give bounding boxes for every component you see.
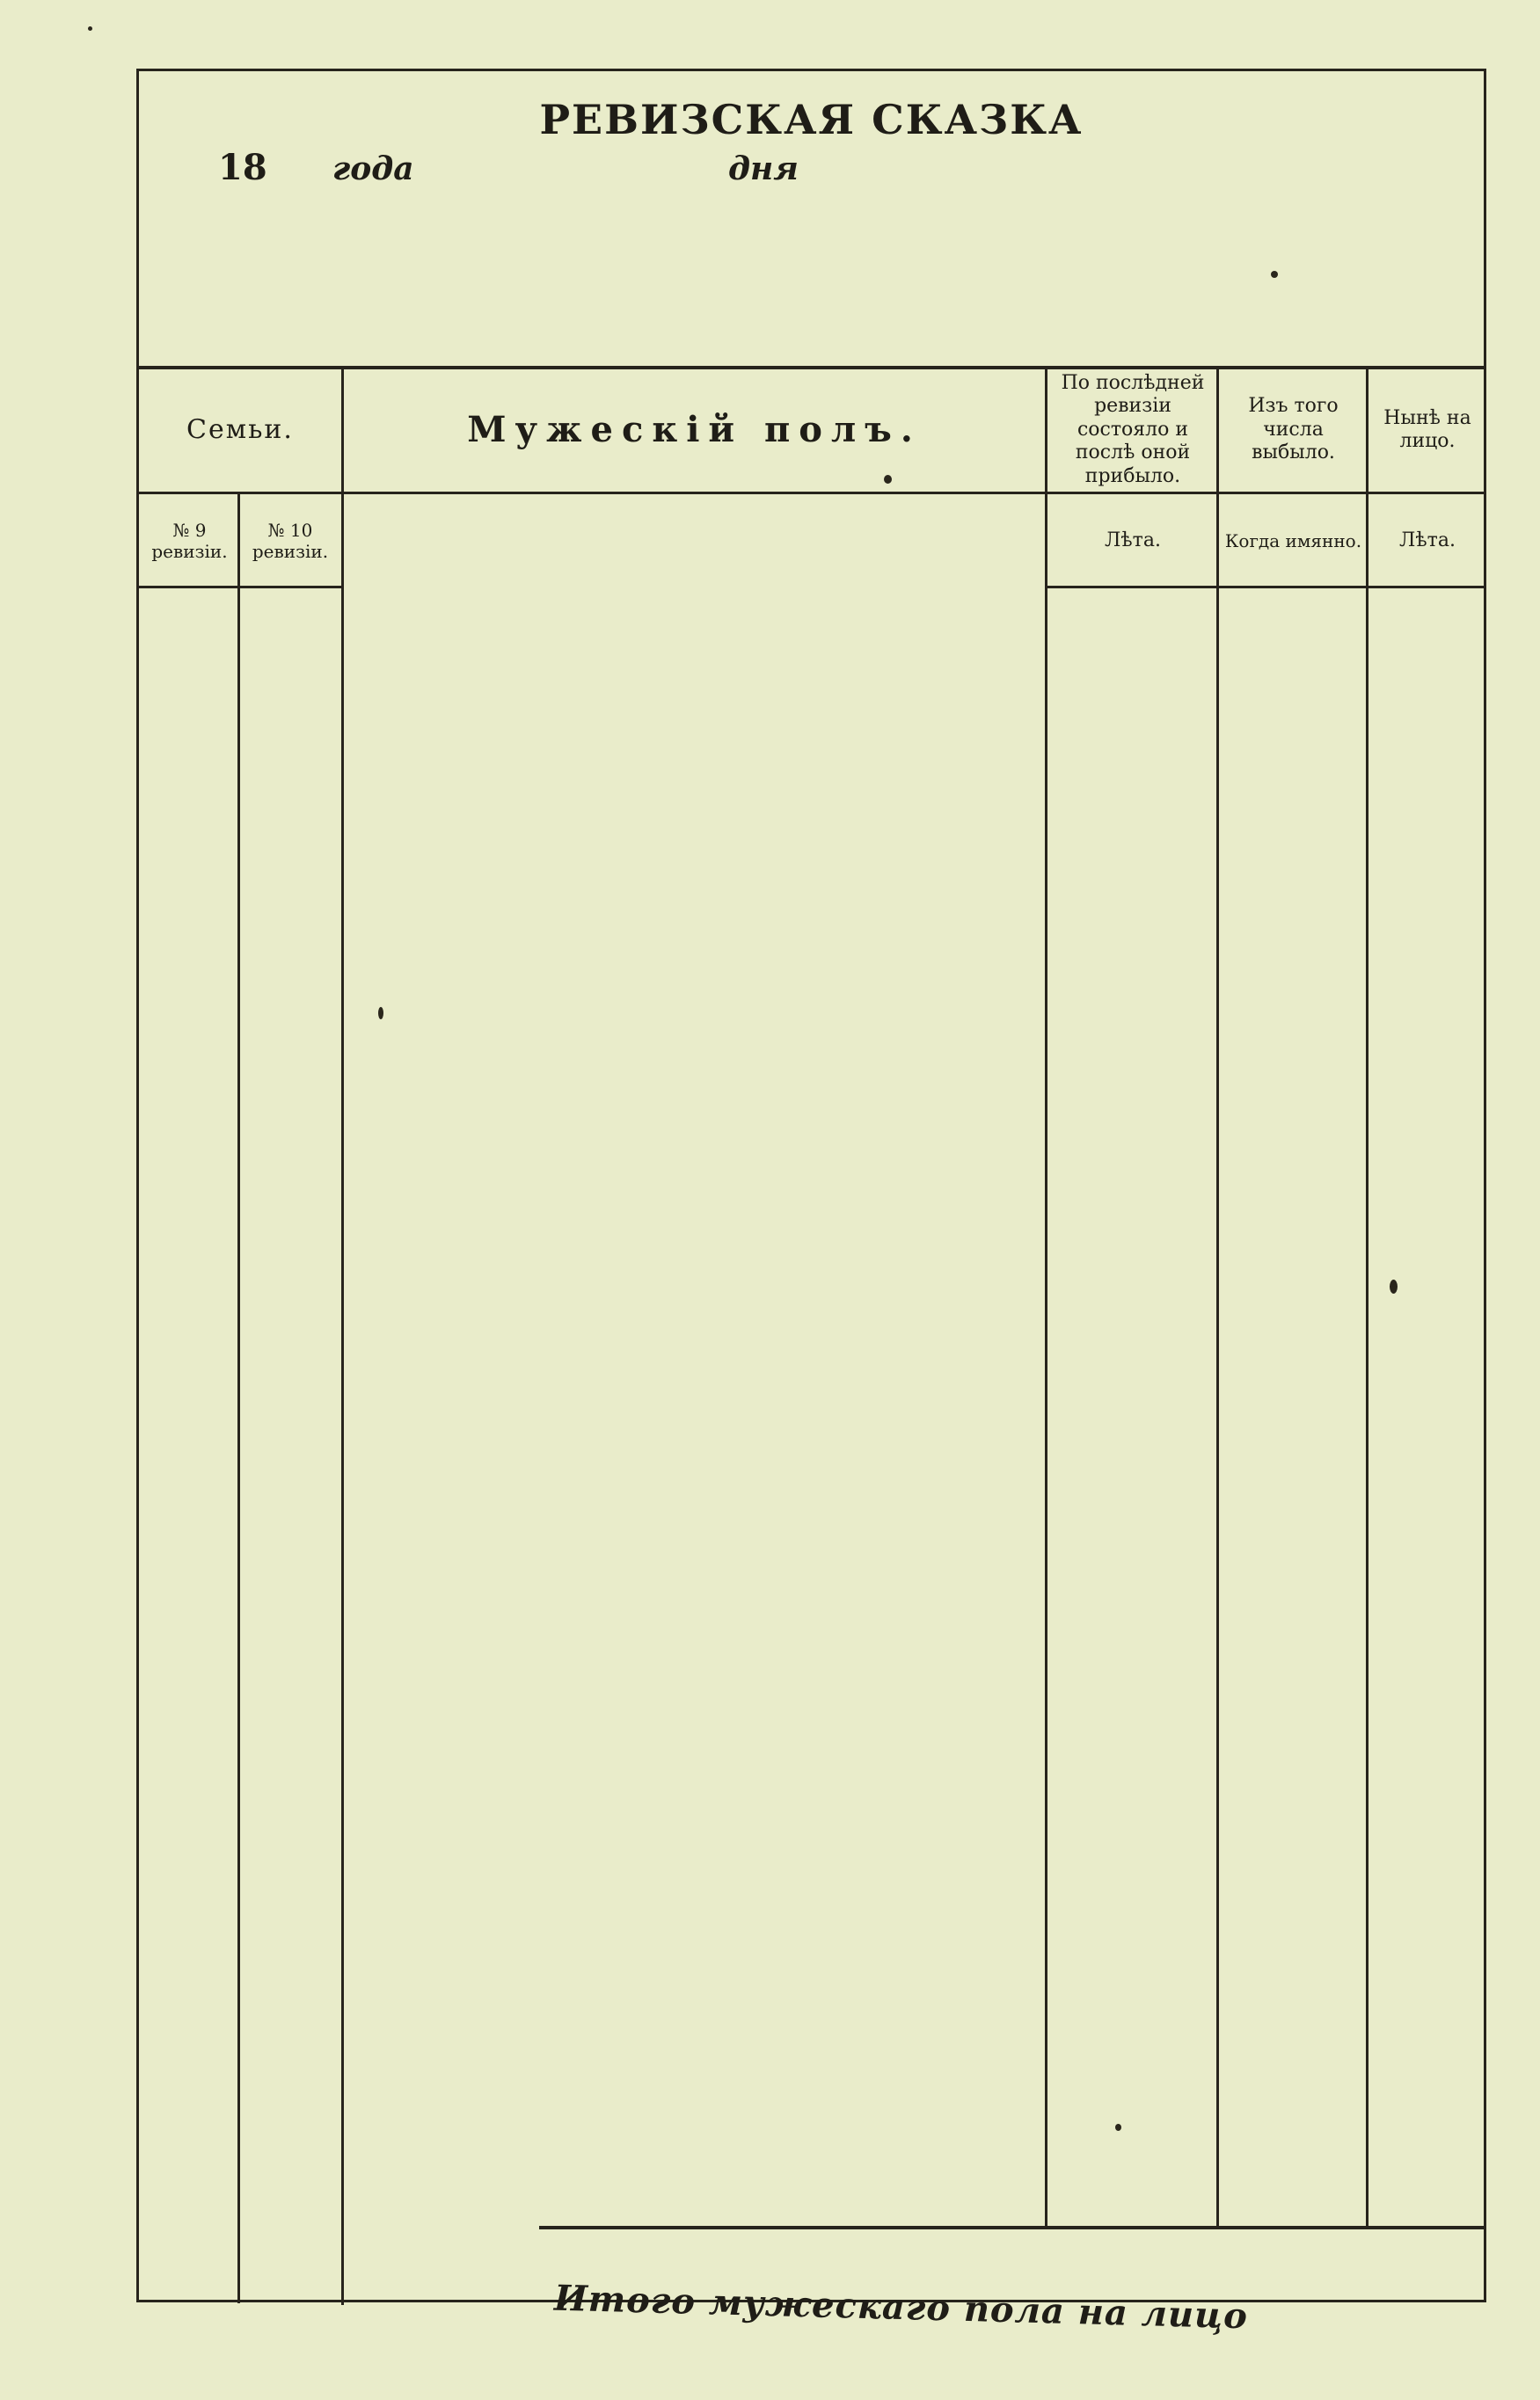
col-divider — [341, 366, 344, 2305]
col-divider — [1366, 366, 1368, 2226]
subheader-revision-9: № 9 ревизіи. — [151, 520, 228, 562]
header-present: Нынѣ на лицо. — [1383, 406, 1471, 452]
col-divider — [237, 492, 240, 2303]
header-families: Семьи. — [186, 414, 294, 445]
form-title: РЕВИЗСКАЯ СКАЗКА — [539, 96, 1084, 143]
col-divider — [1045, 366, 1047, 2226]
day-label: дня — [728, 150, 799, 187]
header-last-revision: По послѣдней ревизіи состояло и послѣ оной прибыло. — [1061, 372, 1205, 487]
header-male-sex: Мужескій полъ. — [467, 409, 922, 450]
footer-total-rule — [539, 2226, 1486, 2229]
footer-total-label: Итого мужескаго пола на лицо — [553, 2277, 1249, 2338]
form-header — [139, 71, 1484, 366]
subheader-revision-10: № 10 ревизіи. — [252, 520, 329, 562]
ink-speck — [88, 26, 92, 31]
col-divider — [1216, 366, 1219, 2226]
revision-tale-form — [136, 69, 1486, 2302]
header-dropped: Изъ того числа выбыло. — [1248, 395, 1339, 464]
year-prefix: 18 — [218, 147, 267, 188]
right-sub-rule — [1045, 586, 1485, 588]
families-sub-rule — [139, 586, 341, 588]
year-label: года — [332, 150, 414, 187]
subheader-when: Когда имянно. — [1224, 530, 1362, 551]
subheader-years-present: Лѣта. — [1399, 529, 1456, 551]
subheader-years-last: Лѣта. — [1105, 529, 1161, 551]
